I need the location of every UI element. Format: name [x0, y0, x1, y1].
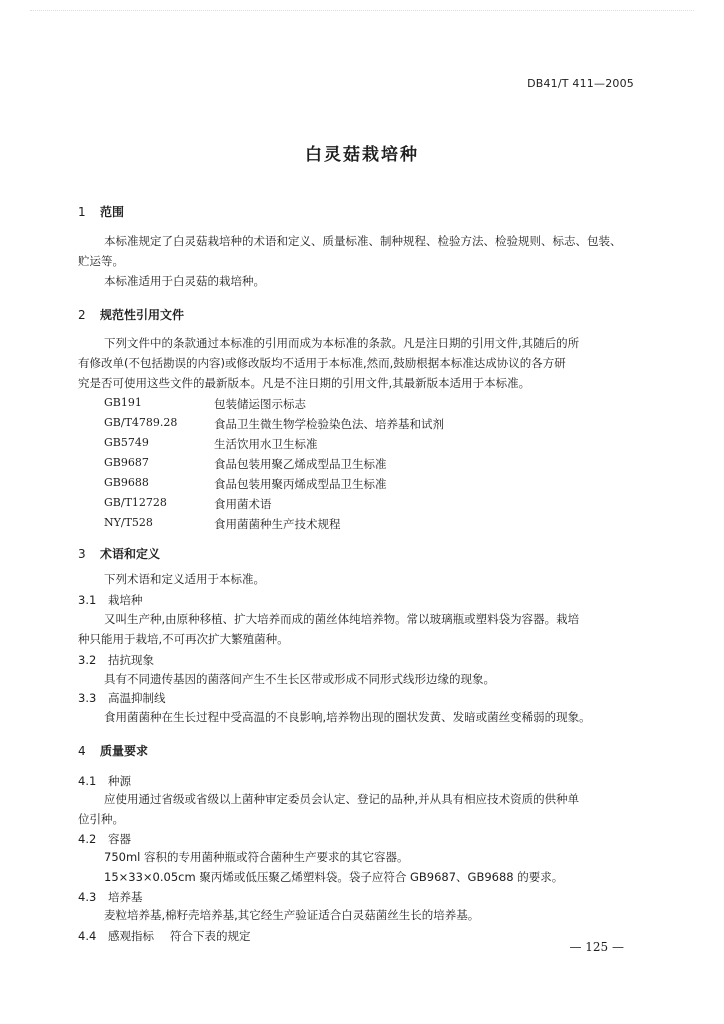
- standard-code: DB41/T 411—2005: [527, 77, 634, 90]
- section-2-heading: 2 规范性引用文件: [78, 308, 185, 322]
- section-3-heading: 3 术语和定义: [78, 547, 161, 561]
- subsection-3-2-line1: 具有不同遗传基因的菌落间产生不生长区带或形成不同形式线形边缘的现象。: [104, 672, 495, 686]
- section-1-para1-line2: 贮运等。: [78, 254, 124, 268]
- page-number: — 125 —: [569, 940, 624, 954]
- section-4-heading: 4 质量要求: [78, 744, 149, 758]
- subsection-4-1-line2: 位引种。: [78, 812, 124, 826]
- section-1-para1-line1: 本标准规定了白灵菇栽培种的术语和定义、质量标准、制种规程、检验方法、检验规则、标志、包装、: [104, 234, 622, 248]
- subsection-3-1-line2: 种只能用于栽培,不可再次扩大繁殖菌种。: [78, 632, 289, 646]
- subsection-4-1-line1: 应使用通过省级或省级以上菌种审定委员会认定、登记的品种,并从具有相应技术资质的供种单: [104, 792, 580, 806]
- section-3-intro: 下列术语和定义适用于本标准。: [104, 572, 265, 586]
- reference-row: GB5749 生活饮用水卫生标准: [104, 436, 318, 451]
- section-2-para-line1: 下列文件中的条款通过本标准的引用而成为本标准的条款。凡是注日期的引用文件,其随后的所: [104, 336, 580, 350]
- subsection-3-3-line1: 食用菌菌种在生长过程中受高温的不良影响,培养物出现的圈状发黄、发暗或菌丝变稀弱的现象。: [104, 710, 591, 724]
- subsection-4-2-line1: 750ml 容积的专用菌种瓶或符合菌种生产要求的其它容器。: [104, 850, 409, 864]
- reference-row: GB/T4789.28 食品卫生微生物学检验染色法、培养基和试剂: [104, 416, 444, 431]
- section-1-heading: 1 范围: [78, 205, 125, 219]
- reference-row: NY/T528 食用菌菌种生产技术规程: [104, 516, 341, 531]
- subsection-4-3-line1: 麦粒培养基,棉籽壳培养基,其它经生产验证适合白灵菇菌丝生长的培养基。: [104, 908, 480, 922]
- subsection-3-1-line1: 又叫生产种,由原种移植、扩大培养而成的菌丝体纯培养物。常以玻璃瓶或塑料袋为容器。栽培: [104, 612, 580, 626]
- section-1-para2: 本标准适用于白灵菇的栽培种。: [104, 274, 265, 288]
- subsection-4-2-heading: 4.2 容器: [78, 832, 131, 846]
- reference-row: GB/T12728 食用菌术语: [104, 496, 272, 511]
- section-2-para-line2: 有修改单(不包括勘误的内容)或修改版均不适用于本标准,然而,鼓励根据本标准达成协议的各方研: [78, 356, 566, 370]
- subsection-4-1-heading: 4.1 种源: [78, 774, 131, 788]
- subsection-3-1-heading: 3.1 栽培种: [78, 593, 143, 607]
- subsection-4-4-heading: 4.4 感观指标 符合下表的规定: [78, 929, 251, 943]
- reference-row: GB9687 食品包装用聚乙烯成型品卫生标准: [104, 456, 387, 471]
- reference-row: GB191 包装储运图示标志: [104, 396, 306, 411]
- subsection-4-3-heading: 4.3 培养基: [78, 890, 143, 904]
- scan-artifact: [30, 10, 694, 17]
- section-2-para-line3: 究是否可使用这些文件的最新版本。凡是不注日期的引用文件,其最新版本适用于本标准。: [78, 376, 531, 390]
- subsection-4-2-line2: 15×33×0.05cm 聚丙烯或低压聚乙烯塑料袋。袋子应符合 GB9687、GB9688 的要求。: [104, 870, 564, 884]
- reference-row: GB9688 食品包装用聚丙烯成型品卫生标准: [104, 476, 387, 491]
- page-title: 白灵菇栽培种: [305, 145, 419, 165]
- subsection-3-3-heading: 3.3 高温抑制线: [78, 691, 166, 705]
- subsection-3-2-heading: 3.2 拮抗现象: [78, 653, 154, 667]
